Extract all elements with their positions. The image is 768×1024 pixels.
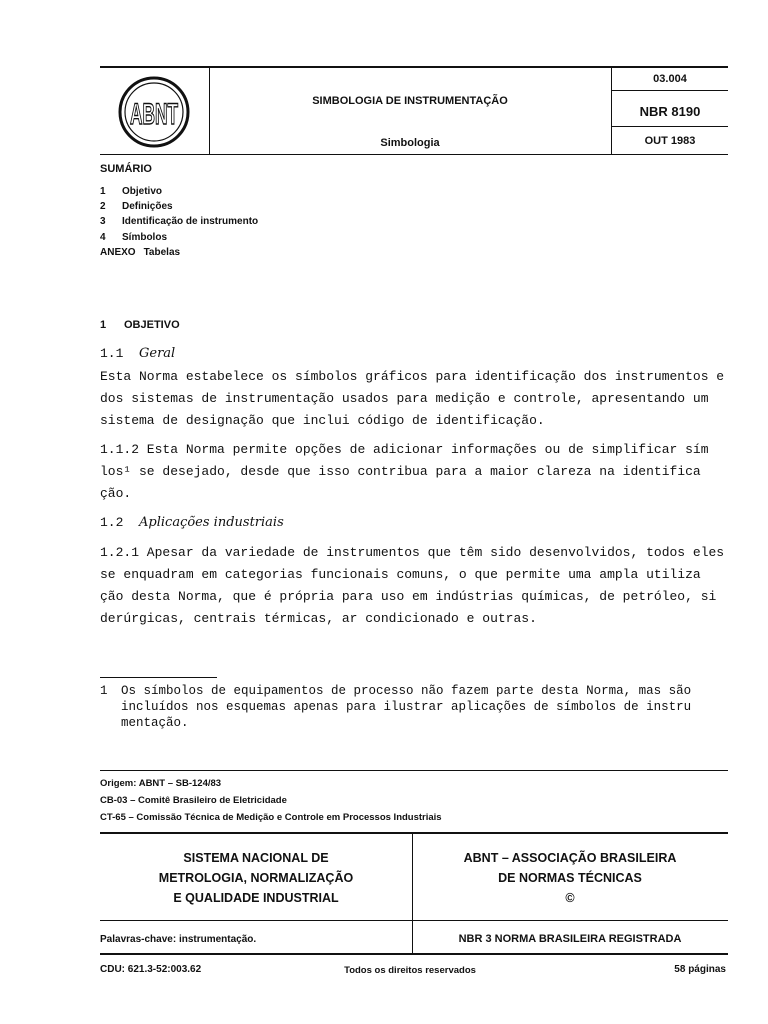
paragraph-line: los¹ se desejado, desde que isso contribua para a maior clareza na identifica <box>100 464 701 479</box>
technical-committee-line: CT-65 – Comissão Técnica de Medição e Controle em Processos Industriais <box>100 812 442 823</box>
toc-item: 2 Definições <box>100 201 173 212</box>
toc-item: ANEXO Tabelas <box>100 247 181 258</box>
institutions-top-rule <box>100 832 728 834</box>
abnt-name: ABNT – ASSOCIAÇÃO BRASILEIRA DE NORMAS TÉCNICAS © <box>463 851 677 905</box>
standard-number: NBR 8190 <box>639 104 701 119</box>
institutions-bottom-rule <box>100 920 728 921</box>
institutions-divider <box>412 833 413 953</box>
toc-item: 3 Identificação de instrumento <box>100 216 259 227</box>
paragraph-line: ção. <box>100 486 132 501</box>
paragraph-line: derúrgicas, centrais térmicas, ar condicionado e outras. <box>100 611 537 626</box>
paragraph-line: 1.1.2 Esta Norma permite opções de adicionar informações ou de simplificar sím <box>100 442 709 457</box>
footnote-line: incluídos nos esquemas apenas para ilustrar aplicações de símbolos de instru <box>121 700 692 714</box>
footnote-line: mentação. <box>121 716 189 730</box>
publication-date: OUT 1983 <box>644 135 696 147</box>
cdu-classification: CDU: 621.3-52:003.62 <box>100 964 202 975</box>
paragraph-line: sistema de designação que inclui código de identificação. <box>100 413 545 428</box>
subsection-heading: 1.1 Geral <box>100 346 176 361</box>
document-code: 03.004 <box>653 73 687 85</box>
abnt-logo-emblem <box>118 76 190 148</box>
paragraph-line: ção desta Norma, que é própria para uso em indústrias químicas, de petróleo, si <box>100 589 717 604</box>
sinmetro-name: SISTEMA NACIONAL DE METROLOGIA, NORMALIZAÇÃO E QUALIDADE INDUSTRIAL <box>158 851 354 905</box>
origin-line: Origem: ABNT – SB-124/83 <box>100 778 222 789</box>
section-heading: 1 OBJETIVO <box>100 319 180 331</box>
abnt-logo <box>118 76 190 148</box>
footnote-number: 1 <box>100 684 108 698</box>
paragraph-line: Esta Norma estabelece os símbolos gráficos para identificação dos instrumentos e <box>100 369 725 384</box>
document-title: SIMBOLOGIA DE INSTRUMENTAÇÃO <box>312 95 508 107</box>
page-count: 58 páginas <box>674 964 726 975</box>
code-box-rule <box>611 90 728 91</box>
footnote-rule <box>100 677 217 678</box>
summary-heading: SUMÁRIO <box>100 163 152 175</box>
toc-item: 4 Símbolos <box>100 232 168 243</box>
subsection-heading: 1.2 Aplicações industriais <box>100 515 284 530</box>
origin-top-rule <box>100 770 728 771</box>
footer-top-rule <box>100 953 728 955</box>
toc-item: 1 Objetivo <box>100 186 163 197</box>
paragraph-line: se enquadram em categorias funcionais comuns, o que permite uma ampla utiliza <box>100 567 701 582</box>
svg-text:ABNT: ABNT <box>130 98 178 131</box>
standard-box-rule <box>611 126 728 127</box>
header-bottom-rule <box>100 154 728 155</box>
committee-line: CB-03 – Comitê Brasileiro de Eletricidade <box>100 795 287 806</box>
paragraph-line: dos sistemas de instrumentação usados para medição e controle, apresentando um <box>100 391 709 406</box>
rights-notice: Todos os direitos reservados <box>344 965 476 976</box>
paragraph-line: 1.2.1 Apesar da variedade de instrumentos que têm sido desenvolvidos, todos eles <box>100 545 725 560</box>
registration-label: NBR 3 NORMA BRASILEIRA REGISTRADA <box>458 933 682 945</box>
header-top-rule <box>100 66 728 68</box>
document-subtitle: Simbologia <box>380 137 440 149</box>
footnote-line: Os símbolos de equipamentos de processo não fazem parte desta Norma, mas são <box>121 684 692 698</box>
keywords: Palavras-chave: instrumentação. <box>100 934 257 945</box>
